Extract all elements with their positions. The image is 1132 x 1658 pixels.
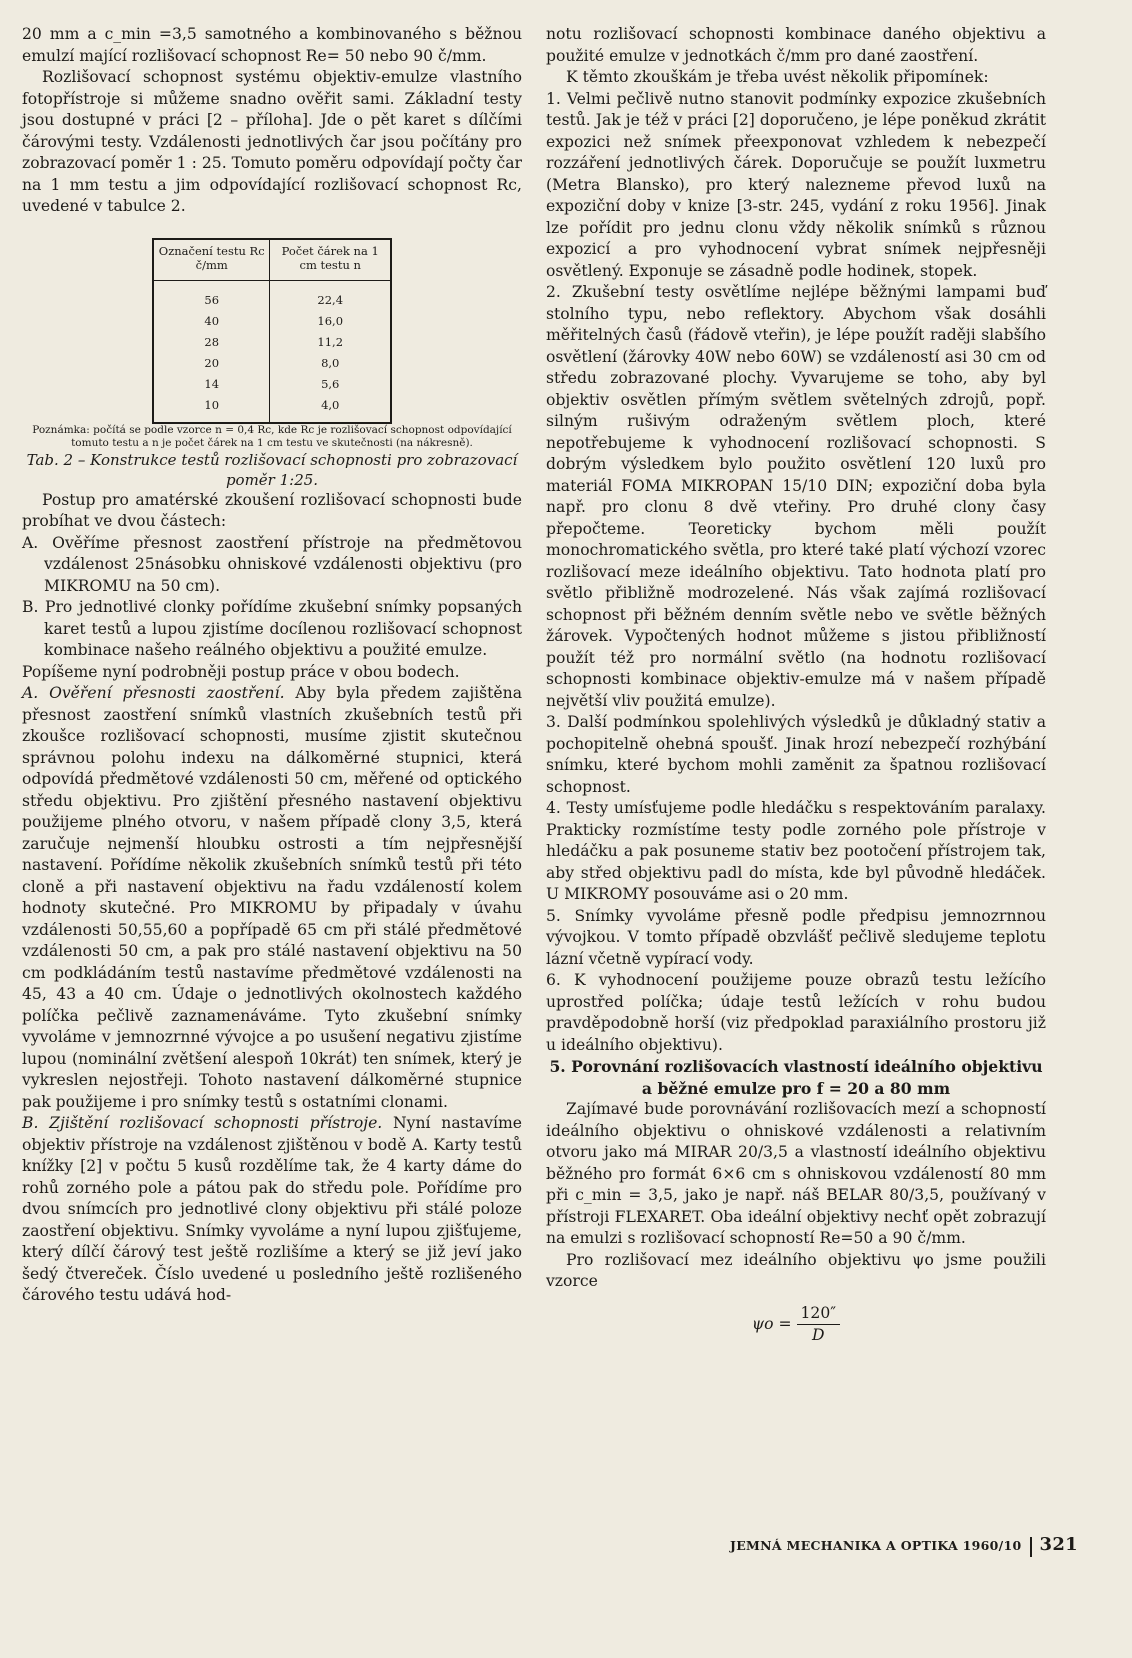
- formula-denominator: D: [812, 1326, 825, 1344]
- formula-lhs: ψo =: [751, 1314, 792, 1333]
- paragraph: Postup pro amatérské zkoušení rozlišovací schopnosti bude probíhat ve dvou částech:: [22, 490, 522, 530]
- table-caption: Tab. 2 – Konstrukce testů rozlišovací schopnosti pro zobrazovací poměr 1:25.: [26, 450, 518, 489]
- resolution-test-table: [152, 238, 392, 424]
- formula-numerator: 120″: [797, 1303, 841, 1326]
- table-cell: 14: [153, 374, 270, 395]
- section-lead: A. Ověření přesnosti zaostření.: [22, 684, 285, 702]
- list-item: A. Ověříme přesnost zaostření přístroje na předmětovou vzdálenost 25násobku ohniskové vzdálenosti objektivu (pro MIKROMU na 50 cm).: [22, 533, 522, 595]
- paragraph: notu rozlišovací schopnosti kombinace daného objektivu a použité emulze v jednotkách č/mm pro dané zaostření.: [546, 25, 1046, 65]
- paragraph-body: Aby byla předem zajištěna přesnost zaostření snímků vlastních zkušebních testů při zkoušce rozlišovací schopnosti, musíme zjistit skutečnou správnou polohu indexu na dálkoměrné stupnici, která odpovídá předmětové vzdálenosti 50 cm, měřené od optického středu objektivu. Pro zjištění přesného nastavení objektivu použijeme plného otvoru, v našem případě clony 3,5, která zaručuje nejmenší hloubku ostrosti a tím nejpřesnější nastavení. Pořídíme několik zkušebních snímků testů při této cloně a při nastavení objektivu na řadu vzdáleností kolem hodnoty skutečné. Pro MIKROMU by připadaly v úvahu vzdálenosti 50,55,60 a popřípadě 65 cm při stálé předmětové vzdálenosti 50 cm, a pak pro stálé nastavení objektivu na 50 cm podkládáním testů nastavíme předmětové vzdálenosti na 45, 43 a 40 cm. Údaje o jednotlivých okolnostech každého políčka pečlivě zaznamenáváme. Tyto zkušební snímky vyvoláme v jemnozrnné vývojce a po usušení negativu zjistíme lupou (nominální zvětšení alespoň 10krát) ten snímek, který je vykreslen nejostřeji. Tohoto nastavení dálkoměrné stupnice pak použijeme i pro snímky testů s ostatními clonami.: [22, 684, 522, 1111]
- table-cell: 22,4: [317, 292, 344, 307]
- table-row: [153, 374, 391, 395]
- list-item: B. Pro jednotlivé clonky pořídíme zkušební snímky popsaných karet testů a lupou zjistíme docílenou rozlišovací schopnost kombinace našeho reálného objektivu a použité emulze.: [22, 598, 522, 659]
- paragraph-body: Nyní nastavíme objektiv přístroje na vzdálenost zjištěnou v bodě A. Karty testů knížky [2] v počtu 5 kusů rozdělíme tak, že 4 karty dáme do rohů zorného pole a pátou pak do středu pole. Pořídíme pro dvou snímcích pro jednotlivé clony objektivu při stálé poloze zaostření objektivu. Snímky vyvoláme a nyní lupou zjišťujeme, který dílčí čárový test ještě rozlišíme a který se již jeví jako šedý čtvereček. Číslo uvedené u posledního ještě rozlišeného čárového testu udává hod-: [22, 1114, 522, 1304]
- journal-name: JEMNÁ MECHANIKA A OPTIKA 1960/10: [730, 1538, 1022, 1553]
- table-cell: 10: [153, 395, 270, 423]
- table-row: [153, 353, 391, 374]
- right-column: [546, 24, 1046, 1347]
- table-row: [153, 332, 391, 353]
- paragraph: [22, 1113, 522, 1307]
- page-footer: [730, 1534, 1078, 1557]
- table-cell: 20: [153, 353, 270, 374]
- paragraph: K těmto zkouškám je třeba uvést několik připomínek:: [566, 68, 989, 86]
- table-cell: 28: [153, 332, 270, 353]
- formula-fraction: [797, 1303, 841, 1347]
- paragraph: Pro rozlišovací mez ideálního objektivu ψo jsme použili vzorce: [546, 1250, 1046, 1290]
- table-2-block: [22, 238, 522, 450]
- table-cell: 5,6: [321, 376, 340, 391]
- paragraph: Zajímavé bude porovnávání rozlišovacích mezí a schopností ideálního objektivu o ohniskové vzdálenosti a relativním otvoru jako má MIRAR 20/3,5 a vlastností ideálního objektivu běžného pro formát 6×6 cm s ohniskovou vzdáleností 80 mm při c_min = 3,5, jako je např. náš BELAR 80/3,5, používaný v přístroji FLEXARET. Oba ideální objektivy nechť opět zobrazují na emulzi s rozlišovací schopností Re=50 a 90 č/mm.: [546, 1100, 1046, 1247]
- list-item: 2. Zkušební testy osvětlíme nejlépe běžnými lampami buď stolního typu, nebo reflektory. Abychom však dosáhli měřitelných časů (řádově vteřin), je lépe použít raději slabšího osvětlení (žárovky 40W nebo 60W) se vzdáleností asi 30 cm od středu zobrazované plochy. Vyvarujeme se toho, aby byl objektiv osvětlen přímým světlem světelných zdrojů, popř. silným rušivým odraženým světlem ploch, které nepotřebujeme k vyhodnocení rozlišovací schopnosti. S dobrým výsledkem bylo použito osvětlení 120 luxů pro materiál FOMA MIKROPAN 15/10 DIN; expoziční doba byla např. pro clonu 8 dvě vteřiny. Pro druhé clony časy přepočteme. Teoreticky bychom měli použít monochromatického světla, pro které také platí výchozí vzorec rozlišovací meze ideálního objektivu. Tato hodnota platí pro světlo přibližně modrozelené. Nás však zajímá rozlišovací schopnost při běžném denním světle nebo ve světle běžných žárovek. Vypočtených hodnot můžeme s jistou přibližností použít též pro normální světlo (na hodnotu rozlišovací schopnosti kombinace objektiv-emulze má v našem případě největší vliv použitá emulze).: [546, 283, 1046, 710]
- table-cell: 11,2: [317, 334, 344, 349]
- table-row: [153, 311, 391, 332]
- table-cell: 56: [153, 280, 270, 311]
- formula: [546, 1303, 1046, 1347]
- footer-divider: [1030, 1537, 1032, 1557]
- table-row: [153, 280, 391, 311]
- table-cell: 40: [153, 311, 270, 332]
- left-column: [22, 24, 522, 1307]
- table-header-rc: Označení testu Rc č/mm: [153, 239, 270, 281]
- page-number: 321: [1039, 1534, 1078, 1555]
- paragraph: Popíšeme nyní podrobněji postup práce v obou bodech.: [22, 662, 460, 681]
- list-item: 4. Testy umísťujeme podle hledáčku s respektováním paralaxy. Prakticky rozmístíme testy podle zorného pole přístroje v hledáčku a pak posuneme stativ bez pootočení přístrojem tak, aby střed objektivu padl do místa, kde byl původně hledáček. U MIKROMY posouváme asi o 20 mm.: [546, 799, 1046, 903]
- list-item: 5. Snímky vyvoláme přesně podle předpisu jemnozrnnou vývojkou. V tomto případě obzvlášť pečlivě sledujeme teplotu lázní včetně vypírací vody.: [546, 906, 1046, 968]
- paragraph: 20 mm a c_min =3,5 samotného a kombinovaného s běžnou emulzí mající rozlišovací schopnost Re= 50 nebo 90 č/mm.: [22, 25, 522, 65]
- table-note: Poznámka: počítá se podle vzorce n = 0,4 Rc, kde Rc je rozlišovací schopnost odpovídající tomuto testu a n je počet čárek na 1 cm testu ve skutečnosti (na nákresně).: [32, 423, 512, 449]
- section-heading: 5. Porovnání rozlišovacích vlastností ideálního objektivu a běžné emulze pro f = 20 a 80 mm: [549, 1057, 1043, 1098]
- table-header-n: Počet čárek na 1 cm testu n: [270, 239, 391, 281]
- table-cell: 16,0: [317, 313, 344, 328]
- table-cell: 8,0: [321, 355, 340, 370]
- section-lead: B. Zjištění rozlišovací schopnosti přístroje.: [22, 1114, 383, 1132]
- paragraph: Rozlišovací schopnost systému objektiv-emulze vlastního fotopřístroje si můžeme snadno ověřit sami. Základní testy jsou dostupné v práci [2 – příloha]. Jde o pět karet s dílčími čárovými testy. Vzdálenosti jednotlivých čar jsou počítány pro zobrazovací poměr 1 : 25. Tomuto poměru odpovídají počty čar na 1 mm testu a jim odpovídající rozlišovací schopnost Rc, uvedené v tabulce 2.: [22, 68, 522, 215]
- table-cell: 4,0: [321, 397, 340, 412]
- list-item: 1. Velmi pečlivě nutno stanovit podmínky expozice zkušebních testů. Jak je též v práci [2] doporučeno, je lépe poněkud zkrátit expozici než snímek přeexponovat vzhledem k nebezpečí rozzáření jednotlivých čárek. Doporučuje se použít luxmetru (Metra Blansko), pro který nalezneme převod luxů na expoziční doby v knize [3-str. 245, vydání z roku 1956]. Jinak lze pořídit pro jednu clonu vždy několik snímků s různou expozicí a pro vyhodnocení vybrat snímek nejpřesněji osvětlený. Exponuje se zásadně podle hodinek, stopek.: [546, 89, 1046, 280]
- table-row: [153, 395, 391, 423]
- list-item: 6. K vyhodnocení použijeme pouze obrazů testu ležícího uprostřed políčka; údaje testů ležících v rohu budou pravděpodobně horší (viz předpoklad paraxiálního prostoru již u ideálního objektivu).: [546, 971, 1046, 1054]
- paragraph: [22, 683, 522, 1113]
- list-item: 3. Další podmínkou spolehlivých výsledků je důkladný stativ a pochopitelně ohebná spoušť. Jinak hrozí nebezpečí rozhýbání snímku, které bychom mohli zaměnit za špatnou rozlišovací schopnost.: [546, 713, 1046, 796]
